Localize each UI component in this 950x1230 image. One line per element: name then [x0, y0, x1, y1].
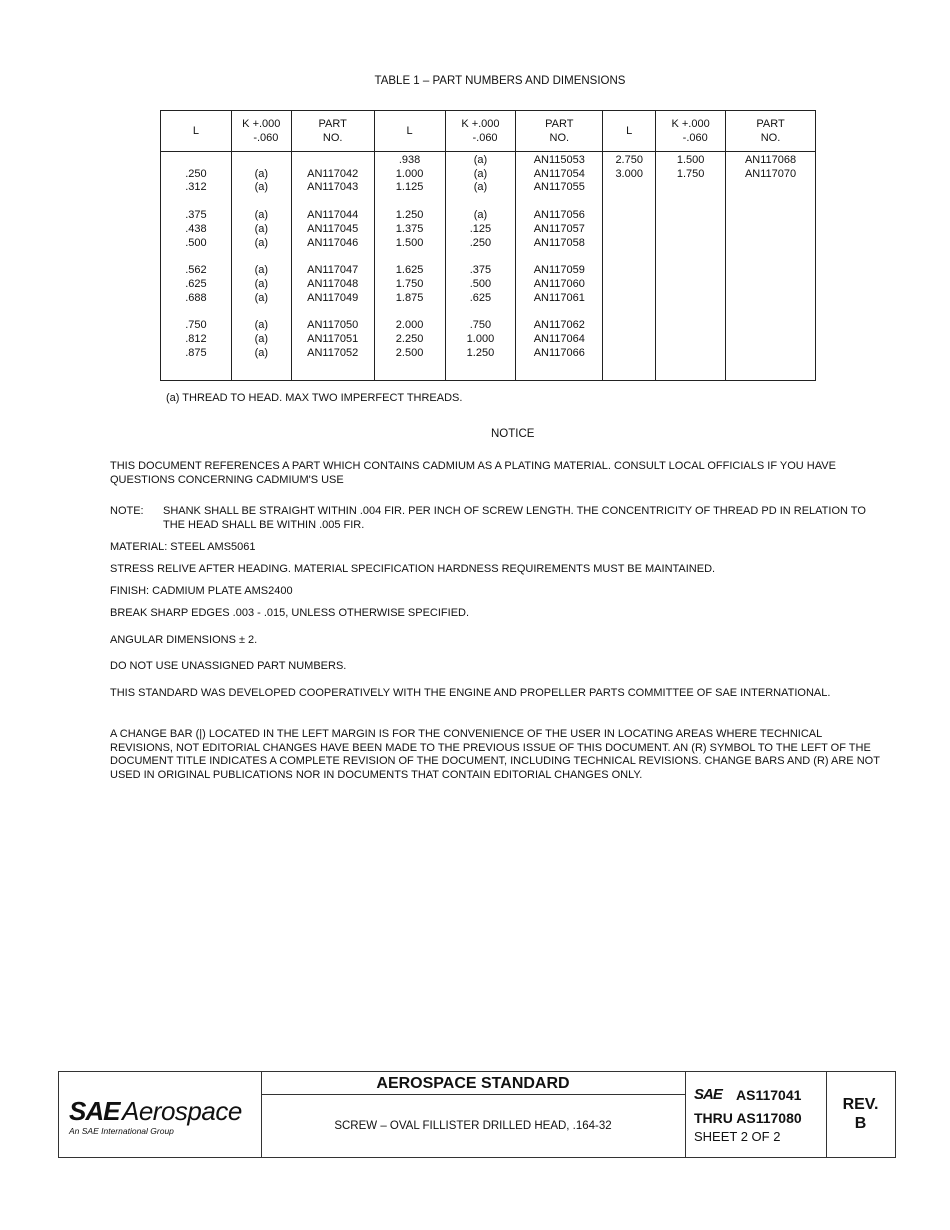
table-spacer-cell: [603, 305, 656, 319]
table-bottom-cell: [726, 360, 816, 381]
standard-heading: AEROSPACE STANDARD: [261, 1072, 685, 1095]
doc-sae-logo: SAE: [694, 1086, 722, 1103]
table-cell: [656, 347, 726, 361]
revision-block: [826, 1072, 895, 1157]
table-cell: .250: [161, 168, 232, 182]
table-cell: [603, 181, 656, 195]
table-body: [161, 152, 816, 381]
note-paragraph: [110, 505, 880, 532]
table-spacer-cell: [291, 195, 374, 209]
table-spacer-cell: [516, 195, 603, 209]
table-header-row: [161, 111, 816, 152]
table-cell: [231, 152, 291, 168]
table-spacer-cell: [445, 250, 516, 264]
table-cell: [726, 209, 816, 223]
table-row: [161, 209, 816, 223]
table-row: [161, 278, 816, 292]
logo-sae-text: SAE: [69, 1096, 120, 1126]
header-k-3: K +.000 -.060: [656, 111, 726, 152]
table-cell: AN117043: [291, 181, 374, 195]
table-cell: 1.250: [374, 209, 445, 223]
table-bottom-cell: [516, 360, 603, 381]
table-cell: AN117045: [291, 223, 374, 237]
table-cell: .500: [161, 237, 232, 251]
table-cell: AN117060: [516, 278, 603, 292]
table-cell: [656, 223, 726, 237]
header-part-2: PART NO.: [516, 111, 603, 152]
table-cell: AN117064: [516, 333, 603, 347]
header-k-1: K +.000 -.060: [231, 111, 291, 152]
table-cell: AN117068: [726, 152, 816, 168]
table-cell: [603, 264, 656, 278]
table-cell: (a): [231, 347, 291, 361]
table-row: [161, 347, 816, 361]
table-title: TABLE 1 – PART NUMBERS AND DIMENSIONS: [374, 75, 626, 87]
sheet-number: SHEET 2 OF 2: [694, 1129, 781, 1144]
notice-heading: NOTICE: [491, 428, 535, 440]
table-cell: 1.875: [374, 292, 445, 306]
table-row: [161, 223, 816, 237]
table-cell: AN117051: [291, 333, 374, 347]
table-cell: .625: [161, 278, 232, 292]
table-cell: [603, 223, 656, 237]
table-spacer-cell: [374, 250, 445, 264]
material-text: MATERIAL: STEEL AMS5061: [110, 541, 256, 553]
table-cell: AN117046: [291, 237, 374, 251]
table-cell: [603, 347, 656, 361]
table-cell: [161, 152, 232, 168]
table-spacer-cell: [374, 305, 445, 319]
table-cell: [656, 319, 726, 333]
table-cell: .375: [445, 264, 516, 278]
header-l-1: L: [161, 111, 232, 152]
table-spacer-cell: [161, 250, 232, 264]
revision-label: REV.: [842, 1096, 879, 1113]
table-cell: .438: [161, 223, 232, 237]
document-number: AS117041: [736, 1087, 802, 1103]
table-cell: .875: [161, 347, 232, 361]
table-spacer-cell: [291, 250, 374, 264]
table-cell: AN117042: [291, 168, 374, 182]
table-cell: (a): [445, 168, 516, 182]
table-cell: AN115053: [516, 152, 603, 168]
table-row: [161, 168, 816, 182]
header-part-1: PART NO.: [291, 111, 374, 152]
table-spacer-cell: [374, 195, 445, 209]
table-bottom-cell: [231, 360, 291, 381]
table-cell: AN117056: [516, 209, 603, 223]
table-spacer-cell: [445, 195, 516, 209]
table-cell: 1.750: [374, 278, 445, 292]
table-cell: 2.750: [603, 152, 656, 168]
header-l-3: L: [603, 111, 656, 152]
table-spacer-cell: [516, 250, 603, 264]
table-cell: AN117052: [291, 347, 374, 361]
developed-text: THIS STANDARD WAS DEVELOPED COOPERATIVELY WITH THE ENGINE AND PROPELLER PARTS COMMITTEE OF SAE INTERNATIONAL.: [110, 687, 831, 699]
table-cell: [656, 333, 726, 347]
table-spacer-cell: [516, 305, 603, 319]
table-spacer-cell: [726, 305, 816, 319]
table-cell: (a): [445, 209, 516, 223]
table-spacer-cell: [291, 305, 374, 319]
table-cell: .625: [445, 292, 516, 306]
table-cell: .500: [445, 278, 516, 292]
table-cell: [726, 223, 816, 237]
table-cell: [603, 237, 656, 251]
table-spacer-cell: [603, 250, 656, 264]
angular-text: ANGULAR DIMENSIONS ± 2.: [110, 634, 258, 646]
table-cell: AN117066: [516, 347, 603, 361]
table-cell: [603, 319, 656, 333]
table-cell: [603, 333, 656, 347]
table-cell: (a): [231, 319, 291, 333]
footnote-a: (a) THREAD TO HEAD. MAX TWO IMPERFECT THREADS.: [166, 392, 463, 404]
revision-value: B: [854, 1115, 867, 1132]
note-text: SHANK SHALL BE STRAIGHT WITHIN .004 FIR. PER INCH OF SCREW LENGTH. THE CONCENTRICITY OF THREAD PD IN RELATION TO THE HEAD SHALL BE WITHIN .005 FIR.: [163, 505, 866, 531]
table-cell: .562: [161, 264, 232, 278]
table-spacer-row: [161, 195, 816, 209]
table-cell: AN117062: [516, 319, 603, 333]
table-row: [161, 333, 816, 347]
table-cell: 2.250: [374, 333, 445, 347]
table-cell: .938: [374, 152, 445, 168]
table-spacer-cell: [726, 195, 816, 209]
table-cell: AN117070: [726, 168, 816, 182]
table-cell: [726, 292, 816, 306]
table-cell: .125: [445, 223, 516, 237]
table-cell: (a): [231, 237, 291, 251]
unassigned-text: DO NOT USE UNASSIGNED PART NUMBERS.: [110, 660, 347, 672]
table-row: [161, 264, 816, 278]
table-spacer-cell: [231, 195, 291, 209]
table-cell: (a): [231, 264, 291, 278]
header-l-2: L: [374, 111, 445, 152]
table-spacer-cell: [445, 305, 516, 319]
table-bottom-row: [161, 360, 816, 381]
table-cell: [656, 209, 726, 223]
table-bottom-cell: [445, 360, 516, 381]
stress-text: STRESS RELIVE AFTER HEADING. MATERIAL SPECIFICATION HARDNESS REQUIREMENTS MUST BE MAINTAINED.: [110, 563, 716, 575]
table-cell: 1.000: [374, 168, 445, 182]
document-number-block: [686, 1072, 827, 1157]
finish-text: FINISH: CADMIUM PLATE AMS2400: [110, 585, 293, 597]
table-cell: (a): [231, 209, 291, 223]
title-block-middle: [261, 1072, 686, 1157]
header-part-3: PART NO.: [726, 111, 816, 152]
table-cell: (a): [445, 181, 516, 195]
table-cell: [603, 209, 656, 223]
table-bottom-cell: [374, 360, 445, 381]
table-cell: [726, 347, 816, 361]
table-cell: [291, 152, 374, 168]
logo-subtitle: An SAE International Group: [69, 1126, 174, 1136]
document-thru: THRU AS117080: [694, 1110, 802, 1126]
table-cell: [603, 292, 656, 306]
table-cell: AN117054: [516, 168, 603, 182]
table-spacer-cell: [231, 250, 291, 264]
table-row: [161, 292, 816, 306]
table-cell: .688: [161, 292, 232, 306]
table-cell: [726, 264, 816, 278]
table-spacer-cell: [656, 250, 726, 264]
table-bottom-cell: [603, 360, 656, 381]
table-cell: [656, 181, 726, 195]
table-bottom-cell: [161, 360, 232, 381]
table-row: [161, 152, 816, 168]
title-block: [58, 1071, 896, 1158]
table-row: [161, 237, 816, 251]
table-spacer-row: [161, 250, 816, 264]
table-spacer-cell: [726, 250, 816, 264]
table-cell: (a): [231, 278, 291, 292]
table-cell: .375: [161, 209, 232, 223]
table-cell: (a): [231, 292, 291, 306]
table-cell: 1.750: [656, 168, 726, 182]
table-cell: (a): [231, 223, 291, 237]
table-cell: 1.500: [374, 237, 445, 251]
table-cell: .312: [161, 181, 232, 195]
table-cell: [603, 278, 656, 292]
note-label: NOTE:: [110, 505, 144, 517]
table-cell: 3.000: [603, 168, 656, 182]
parts-table: [160, 110, 816, 381]
table-cell: (a): [231, 333, 291, 347]
logo-aerospace-text: Aerospace: [122, 1096, 242, 1126]
table-cell: (a): [445, 152, 516, 168]
table-cell: [656, 237, 726, 251]
table-row: [161, 319, 816, 333]
table-cell: [656, 264, 726, 278]
table-cell: AN117058: [516, 237, 603, 251]
table-cell: 1.000: [445, 333, 516, 347]
table-cell: 1.500: [656, 152, 726, 168]
change-bar-text: A CHANGE BAR (|) LOCATED IN THE LEFT MARGIN IS FOR THE CONVENIENCE OF THE USER IN LOCATING AREAS WHERE TECHNICAL REVISIONS, NOT EDITORIAL CHANGES HAVE BEEN MADE TO THE PREVIOUS ISSUE OF THIS DOCUMENT. AN (R) SYMBOL TO THE LEFT OF THE DOCUMENT TITLE INDICATES A COMPLETE REVISION OF THE DOCUMENT, INCLUDING TECHNICAL REVISIONS. CHANGE BARS AND (R) ARE NOT USED IN ORIGINAL PUBLICATIONS NOR IN DOCUMENTS THAT CONTAIN EDITORIAL CHANGES ONLY.: [110, 728, 880, 781]
table-cell: 1.625: [374, 264, 445, 278]
notice-text: THIS DOCUMENT REFERENCES A PART WHICH CONTAINS CADMIUM AS A PLATING MATERIAL. CONSULT LOCAL OFFICIALS IF YOU HAVE QUESTIONS CONCERNING CADMIUM'S USE: [110, 460, 836, 486]
table-cell: AN117059: [516, 264, 603, 278]
table-cell: [726, 237, 816, 251]
table-cell: AN117050: [291, 319, 374, 333]
table-cell: AN117047: [291, 264, 374, 278]
table-cell: .750: [445, 319, 516, 333]
table-cell: AN117057: [516, 223, 603, 237]
table-cell: [726, 319, 816, 333]
table-cell: (a): [231, 181, 291, 195]
table-cell: AN117055: [516, 181, 603, 195]
sae-aerospace-logo: [59, 1072, 262, 1157]
table-spacer-cell: [656, 305, 726, 319]
table-spacer-cell: [231, 305, 291, 319]
table-bottom-cell: [656, 360, 726, 381]
table-spacer-cell: [161, 195, 232, 209]
table-cell: (a): [231, 168, 291, 182]
table-cell: 2.500: [374, 347, 445, 361]
table-spacer-row: [161, 305, 816, 319]
table-cell: .250: [445, 237, 516, 251]
table-cell: [726, 333, 816, 347]
table-spacer-cell: [161, 305, 232, 319]
table-cell: 1.250: [445, 347, 516, 361]
table-spacer-cell: [603, 195, 656, 209]
table-bottom-cell: [291, 360, 374, 381]
table-cell: [726, 181, 816, 195]
table-cell: 1.375: [374, 223, 445, 237]
table-cell: 2.000: [374, 319, 445, 333]
table-row: [161, 181, 816, 195]
table-cell: .750: [161, 319, 232, 333]
header-k-2: K +.000 -.060: [445, 111, 516, 152]
table-cell: [656, 292, 726, 306]
table-cell: AN117044: [291, 209, 374, 223]
table-spacer-cell: [656, 195, 726, 209]
table-cell: AN117049: [291, 292, 374, 306]
document-subtitle: SCREW – OVAL FILLISTER DRILLED HEAD, .164-32: [334, 1120, 612, 1132]
table-cell: AN117048: [291, 278, 374, 292]
edges-text: BREAK SHARP EDGES .003 - .015, UNLESS OTHERWISE SPECIFIED.: [110, 607, 470, 619]
table-cell: [726, 278, 816, 292]
table-cell: 1.125: [374, 181, 445, 195]
table-cell: .812: [161, 333, 232, 347]
table-cell: [656, 278, 726, 292]
table-cell: AN117061: [516, 292, 603, 306]
